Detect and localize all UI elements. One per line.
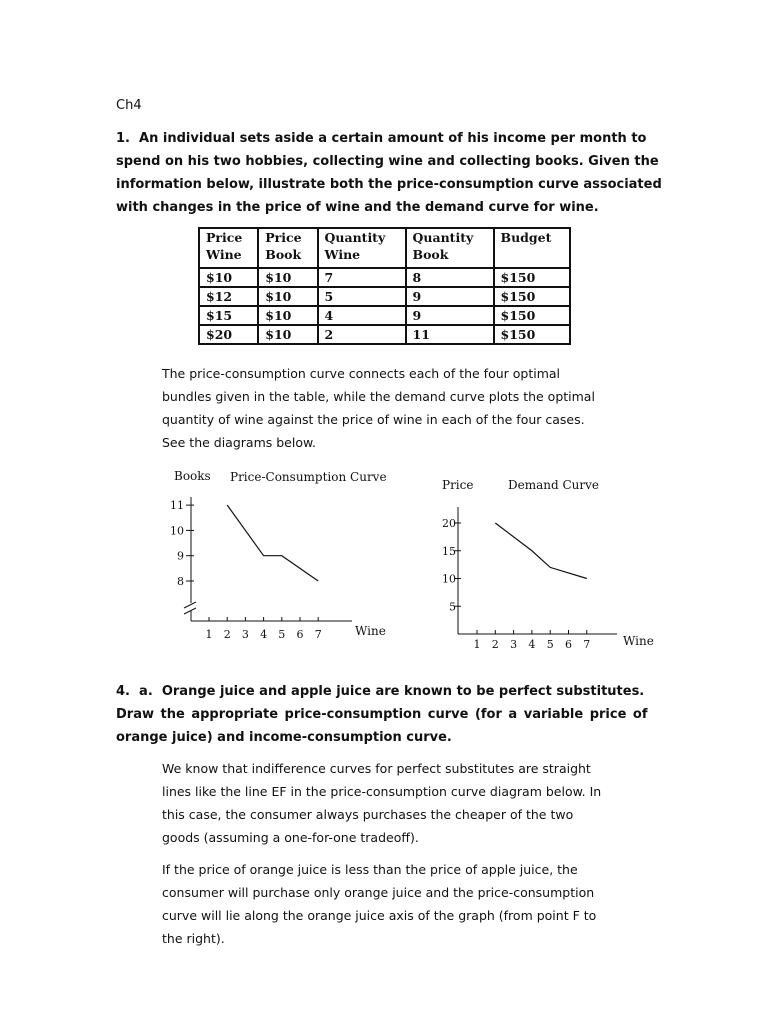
answer-1-line-2: bundles given in the table, while the demand curve plots the optimal bbox=[162, 389, 595, 404]
header-quantity-book: Quantity Book bbox=[406, 228, 494, 268]
table-cell: $10 bbox=[258, 306, 317, 325]
chart1-y-tick-label: 11 bbox=[170, 499, 184, 513]
chart1-axis-break-mark bbox=[184, 602, 196, 608]
table-cell: 9 bbox=[406, 306, 494, 325]
chart2-x-tick-label: 3 bbox=[510, 638, 518, 651]
table-cell: 8 bbox=[406, 268, 494, 287]
table-cell: $150 bbox=[494, 268, 570, 287]
question-4-line-2: Draw the appropriate price-consumption curve (for a variable price of bbox=[116, 707, 648, 722]
table-cell: $10 bbox=[258, 325, 317, 344]
chart1-title: Price-Consumption Curve bbox=[230, 470, 387, 484]
chart1-x-tick-label: 1 bbox=[205, 628, 213, 641]
question-4-line-1: 4. a. Orange juice and apple juice are known to be perfect substitutes. bbox=[116, 684, 645, 699]
table-cell: $150 bbox=[494, 306, 570, 325]
chart2-x-tick-label: 7 bbox=[583, 638, 591, 651]
table-cell: $20 bbox=[199, 325, 258, 344]
price-consumption-chart bbox=[170, 469, 387, 641]
answer-1-line-3: quantity of wine against the price of wine in each of the four cases. bbox=[162, 412, 585, 427]
table-cell: 2 bbox=[318, 325, 406, 344]
chart2-x-tick-label: 1 bbox=[473, 638, 481, 651]
table-cell: 4 bbox=[318, 306, 406, 325]
chart2-y-tick-label: 15 bbox=[442, 544, 456, 558]
question-1-number: 1. bbox=[116, 131, 130, 146]
chart1-ylabel: Books bbox=[174, 469, 211, 483]
chart2-y-tick-label: 10 bbox=[442, 572, 456, 586]
table-cell: $15 bbox=[199, 306, 258, 325]
question-4-line-3: orange juice) and income-consumption curve. bbox=[116, 730, 452, 745]
header-budget: Budget bbox=[494, 228, 570, 268]
chart2-x-tick-label: 6 bbox=[565, 638, 572, 651]
answer-4a-p2-line-1: If the price of orange juice is less than the price of apple juice, the bbox=[162, 862, 578, 877]
table-cell: $10 bbox=[258, 287, 317, 306]
chart1-x-tick-label: 5 bbox=[278, 628, 286, 641]
chart2-x-tick-label: 2 bbox=[491, 638, 499, 651]
chart1-x-tick-label: 4 bbox=[260, 628, 268, 641]
question-4-number: 4. bbox=[116, 684, 130, 699]
chart1-series-line bbox=[227, 505, 318, 581]
table-cell: $12 bbox=[199, 287, 258, 306]
question-1-line-4: with changes in the price of wine and the demand curve for wine. bbox=[116, 200, 599, 215]
chart1-x-tick-label: 7 bbox=[314, 628, 322, 641]
chart1-x-tick-label: 2 bbox=[223, 628, 231, 641]
table-cell: $150 bbox=[494, 325, 570, 344]
header-quantity-wine: Quantity Wine bbox=[318, 228, 406, 268]
table-cell: 7 bbox=[318, 268, 406, 287]
answer-4a-p1-line-2: lines like the line EF in the price-consumption curve diagram below. In bbox=[162, 784, 602, 799]
answer-1-line-4: See the diagrams below. bbox=[162, 435, 317, 450]
answer-4a-p1-line-1: We know that indifference curves for perfect substitutes are straight bbox=[162, 761, 591, 776]
chart2-ylabel: Price bbox=[442, 478, 474, 492]
chart1-y-tick-label: 8 bbox=[177, 575, 184, 588]
chart1-axis-break-mark bbox=[184, 608, 196, 614]
answer-4a-p2-line-3: curve will lie along the orange juice axis of the graph (from point F to bbox=[162, 908, 597, 923]
answer-4a-p2-line-2: consumer will purchase only orange juice and the price-consumption bbox=[162, 885, 595, 900]
answer-4a-p1-line-4: goods (assuming a one-for-one tradeoff). bbox=[162, 830, 419, 845]
chart1-y-tick-label: 9 bbox=[177, 549, 184, 563]
chart2-x-tick-label: 4 bbox=[528, 638, 536, 651]
chart1-xlabel: Wine bbox=[355, 624, 386, 638]
chart2-y-tick-label: 20 bbox=[442, 517, 456, 530]
demand-curve-chart bbox=[442, 478, 654, 651]
answer-1-line-1: The price-consumption curve connects each of the four optimal bbox=[162, 366, 561, 381]
table-cell: 5 bbox=[318, 287, 406, 306]
chart1-x-tick-label: 3 bbox=[241, 628, 249, 641]
chart2-xlabel: Wine bbox=[623, 634, 654, 648]
chart2-series-line bbox=[495, 523, 587, 579]
table-cell: $10 bbox=[199, 268, 258, 287]
question-1-line-2: spend on his two hobbies, collecting wine and collecting books. Given the bbox=[116, 154, 659, 169]
answer-4a-p1-line-3: this case, the consumer always purchases the cheaper of the two bbox=[162, 807, 574, 822]
question-1-line-3: information below, illustrate both the price-consumption curve associated bbox=[116, 177, 662, 192]
header-price-book: Price Book bbox=[258, 228, 317, 268]
chart2-x-tick-label: 5 bbox=[546, 638, 554, 651]
chart2-title: Demand Curve bbox=[508, 478, 600, 492]
table-cell: 11 bbox=[406, 325, 494, 344]
chart1-x-tick-label: 6 bbox=[296, 628, 304, 641]
table-cell: $150 bbox=[494, 287, 570, 306]
chart2-y-tick-label: 5 bbox=[449, 600, 456, 614]
question-1-line-1: 1. An individual sets aside a certain amount of his income per month to bbox=[116, 131, 647, 146]
header-price-wine: Price Wine bbox=[199, 228, 258, 268]
table-cell: $10 bbox=[258, 268, 317, 287]
table-cell: 9 bbox=[406, 287, 494, 306]
question-4-part: a. bbox=[139, 684, 153, 699]
page-heading: Ch4 bbox=[116, 98, 142, 113]
answer-4a-p2-line-4: the right). bbox=[162, 931, 225, 946]
chart1-y-tick-label: 10 bbox=[170, 524, 184, 538]
